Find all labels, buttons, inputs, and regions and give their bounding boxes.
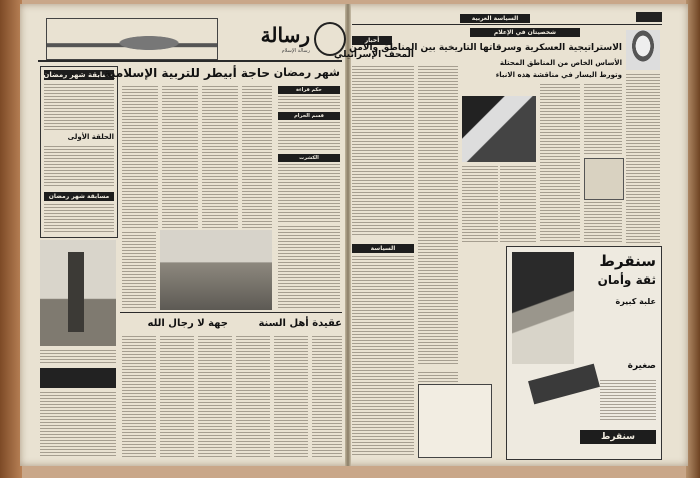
article-text-column (236, 336, 270, 458)
masthead-rule (38, 60, 342, 62)
bottom-headline-sunnah: عقيدة أهل السنة (258, 318, 342, 329)
binder-edge-left (0, 0, 22, 478)
left-column-tab: أخبار (352, 36, 392, 45)
ad-slogan: ثقة وأمان (597, 273, 656, 287)
calligraphy-column-text (40, 392, 116, 458)
ad-product-photo (512, 252, 574, 364)
box-label: الكشرت (278, 154, 340, 162)
contest-rules-text (44, 146, 114, 186)
article-text-column (202, 86, 238, 228)
minaret-caption (40, 350, 116, 364)
masthead-title: رسالة (260, 23, 310, 47)
article-text-column (312, 336, 342, 458)
author-portrait (626, 30, 660, 70)
article-text-column (242, 86, 272, 228)
box-text (278, 96, 340, 110)
photo-caption (122, 232, 156, 308)
article-text-column (160, 336, 194, 458)
headline-islamic-education: حاجة أبيطر للتربية الإسلامية (103, 66, 270, 80)
article-text-column (122, 86, 158, 228)
article-text-column (584, 202, 622, 242)
article-text-column (462, 166, 498, 242)
section-tab: السياسة العربية (460, 14, 530, 23)
article-text-column (584, 84, 622, 154)
box-label: حكم قراءة (278, 86, 340, 94)
bottom-headline-hope: جهة لا رجال الله (147, 318, 228, 329)
article-text-column (418, 66, 458, 366)
contest-answer: الحلقة الأولى (67, 133, 114, 141)
sidebar-box (584, 158, 624, 200)
kicker: شخصيتان في الإعلام (470, 28, 580, 37)
masthead-mosque-illustration (46, 18, 218, 60)
article-text-column (274, 336, 308, 458)
calligraphy-banner (40, 368, 116, 388)
ad-size-small: صغيرة (627, 361, 656, 371)
contest-title: مسابقة شهر رمضان (43, 71, 114, 79)
headline-ramadan: شهر رمضان (273, 66, 340, 79)
author-column-text (626, 74, 660, 244)
spine-fold (345, 4, 351, 466)
left-column-tab-2: السياسة (352, 244, 414, 253)
box-text (278, 122, 340, 152)
contest-form-lines (44, 204, 114, 232)
box-text (278, 226, 340, 310)
article-text-column (122, 336, 156, 458)
right-logo-badge (636, 12, 662, 22)
left-column-headline: المحف الإسرائيلي (334, 50, 414, 60)
article-text-column (500, 166, 536, 242)
main-headline: الاستراتيجية العسكرية وسرقاتها التاريخية بين المناطق والأمن (349, 43, 622, 53)
main-subhead-2: وتورط اليسار في مناقشة هذه الانباء (495, 71, 622, 79)
article-text-column (198, 336, 232, 458)
cartoon-box (418, 384, 492, 458)
ad-footer-logo: سنقرط (580, 430, 656, 444)
ad-fine-print (600, 380, 656, 422)
box-text (278, 164, 340, 222)
ad-brand: سنقرط (599, 252, 656, 270)
binder-edge-right (686, 0, 700, 478)
bottom-rule (120, 312, 342, 313)
minaret-shape (68, 252, 84, 332)
box-label: قسم الحرام (278, 112, 340, 120)
article-text-column (540, 84, 580, 242)
main-subhead: الأساس الخاص من المناطق المحتلة (499, 59, 622, 67)
city-photo (160, 230, 272, 310)
article-text-column (162, 86, 198, 228)
contest-text (44, 84, 114, 130)
masthead-subtitle: رسالة الإسلام (281, 48, 310, 54)
news-photo (462, 96, 536, 162)
contest-second-title: مسابقة شهر رمضان (44, 192, 114, 201)
top-rule (352, 24, 662, 25)
ad-size-large: علبة كبيرة (615, 297, 656, 306)
article-text-column (352, 256, 414, 456)
article-text-column (352, 66, 414, 236)
